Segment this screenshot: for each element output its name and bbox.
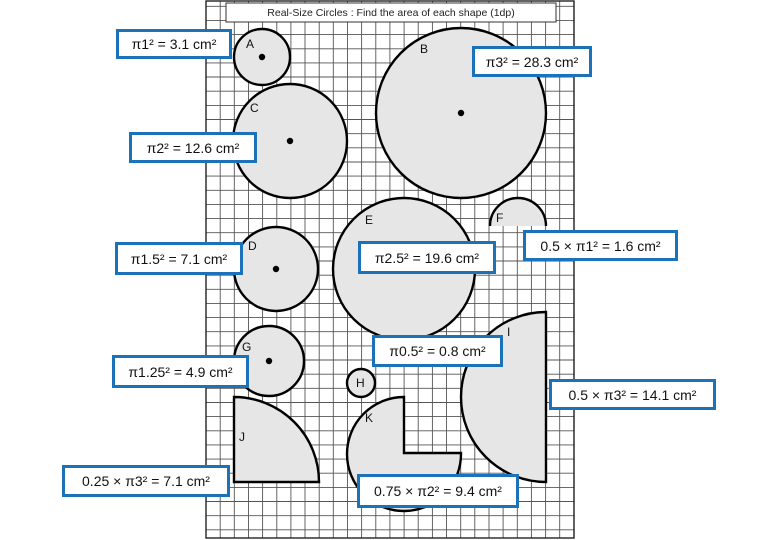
answer-text-a: π1² = 3.1 cm² xyxy=(131,36,217,52)
shape-label-a: A xyxy=(246,37,255,51)
answer-text-k: 0.75 × π2² = 9.4 cm² xyxy=(374,483,502,499)
shape-label-g: G xyxy=(242,340,252,354)
shape-label-b: B xyxy=(420,42,429,56)
shape-label-k: K xyxy=(365,411,374,425)
shape-j-quarter-circle xyxy=(234,397,319,482)
shape-b-centre-dot xyxy=(458,110,464,116)
answer-text-g: π1.25² = 4.9 cm² xyxy=(128,363,233,380)
shape-label-c: C xyxy=(250,101,259,115)
answer-box-c xyxy=(129,132,257,163)
answer-box-h xyxy=(372,335,503,367)
shape-label-h: H xyxy=(356,376,365,390)
answer-text-d: π1.5² = 7.1 cm² xyxy=(130,250,228,267)
answer-box-g xyxy=(112,355,249,388)
shape-c-centre-dot xyxy=(287,138,293,144)
answer-box-e xyxy=(358,241,496,274)
shape-label-j: J xyxy=(239,430,245,444)
answer-text-h: π0.5² = 0.8 cm² xyxy=(389,343,486,359)
answer-box-i xyxy=(549,379,716,410)
shape-label-d: D xyxy=(248,239,257,253)
answer-box-f xyxy=(523,230,678,261)
worksheet-title: Real-Size Circles : Find the area of each shape (1dp) xyxy=(267,7,515,19)
answer-text-i: 0.5 × π3² = 14.1 cm² xyxy=(568,386,697,403)
shape-a-centre-dot xyxy=(259,54,265,60)
shape-label-i: I xyxy=(507,325,511,339)
answer-text-b: π3² = 28.3 cm² xyxy=(485,53,579,70)
answer-box-j xyxy=(62,465,230,497)
answer-box-a xyxy=(116,29,232,59)
shape-label-e: E xyxy=(365,213,374,227)
shape-d-centre-dot xyxy=(273,266,279,272)
answer-text-f: 0.5 × π1² = 1.6 cm² xyxy=(540,237,661,254)
answer-box-b xyxy=(472,46,592,77)
shape-label-f: F xyxy=(496,211,504,225)
answer-text-e: π2.5² = 19.6 cm² xyxy=(374,249,480,266)
shape-g-centre-dot xyxy=(266,358,272,364)
answer-box-d xyxy=(115,242,243,275)
answer-text-c: π2² = 12.6 cm² xyxy=(146,139,240,156)
answer-text-j: 0.25 × π3² = 7.1 cm² xyxy=(82,473,210,489)
answer-box-k xyxy=(357,474,519,508)
